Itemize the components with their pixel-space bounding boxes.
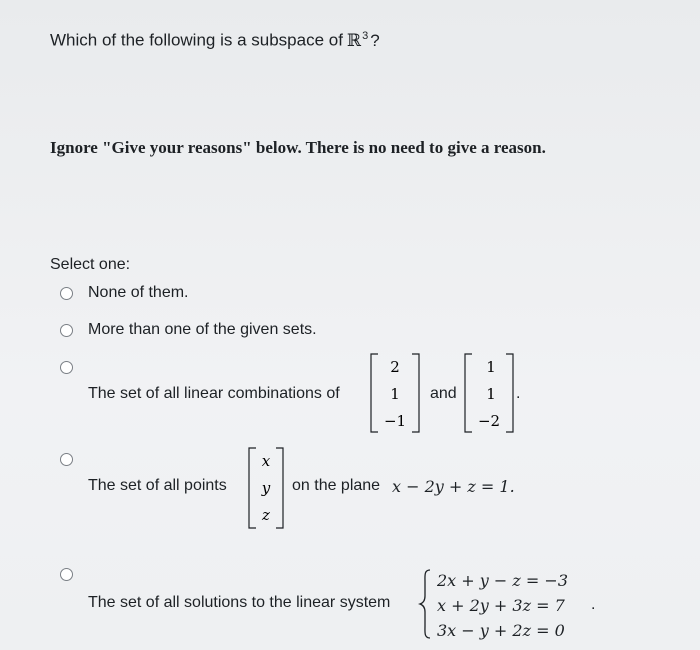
system-equation-2: x + 2y + 3z = 7: [437, 596, 565, 615]
point-vector-matrix: [246, 446, 290, 530]
option-3-radio[interactable]: [60, 361, 73, 374]
option-2-label[interactable]: More than one of the given sets.: [88, 321, 317, 338]
instruction-text: Ignore "Give your reasons" below. There is no need to give a reason.: [50, 138, 546, 157]
option-1-label[interactable]: None of them.: [88, 284, 189, 301]
vector-b-left-bracket: [465, 354, 472, 432]
system-brace: [418, 568, 432, 640]
point-vector-left-bracket: [249, 448, 256, 528]
question-text: [50, 30, 380, 51]
option-4-label[interactable]: The set of all points: [88, 477, 227, 494]
vector-b-right-bracket: [506, 354, 513, 432]
set-symbol: ℝ: [346, 30, 362, 51]
point-vector-z: z: [262, 506, 270, 524]
option-4-radio[interactable]: [60, 453, 73, 466]
vector-a-right-bracket: [412, 354, 419, 432]
point-vector-right-bracket: [276, 448, 283, 528]
question-prompt: Which of the following is a subspace of: [50, 30, 343, 50]
vector-b-entry-1: 1: [486, 358, 496, 376]
option-5-radio[interactable]: [60, 568, 73, 581]
point-vector-y: y: [261, 479, 271, 497]
select-one-label: Select one:: [50, 256, 131, 273]
vector-a-left-bracket: [371, 354, 378, 432]
point-vector-x: x: [261, 452, 271, 470]
vector-a-matrix: [368, 352, 428, 434]
option-3-label[interactable]: The set of all linear combinations of: [88, 385, 340, 402]
vector-b-matrix: [462, 352, 522, 434]
question-mark: ?: [370, 30, 380, 50]
option-3-connector: and: [430, 385, 457, 402]
vector-b-entry-2: 1: [486, 385, 496, 403]
system-equation-1: 2x + y − z = −3: [437, 571, 568, 590]
option-4-middle: on the plane: [292, 477, 381, 494]
vector-b-entry-3: −2: [477, 412, 501, 430]
vector-a-entry-3: −1: [383, 412, 407, 430]
vector-a-entry-1: 2: [390, 358, 400, 376]
option-2-radio[interactable]: [60, 324, 73, 337]
system-equation-3: 3x − y + 2z = 0: [437, 621, 565, 640]
plane-equation: x − 2y + z = 1.: [392, 477, 515, 496]
option-1-radio[interactable]: [60, 287, 73, 300]
option-5-label[interactable]: The set of all solutions to the linear system: [88, 594, 391, 611]
vector-a-entry-2: 1: [390, 385, 400, 403]
option-5-end: .: [591, 596, 596, 613]
option-3-end: .: [516, 385, 521, 402]
set-exponent: 3: [362, 30, 369, 42]
